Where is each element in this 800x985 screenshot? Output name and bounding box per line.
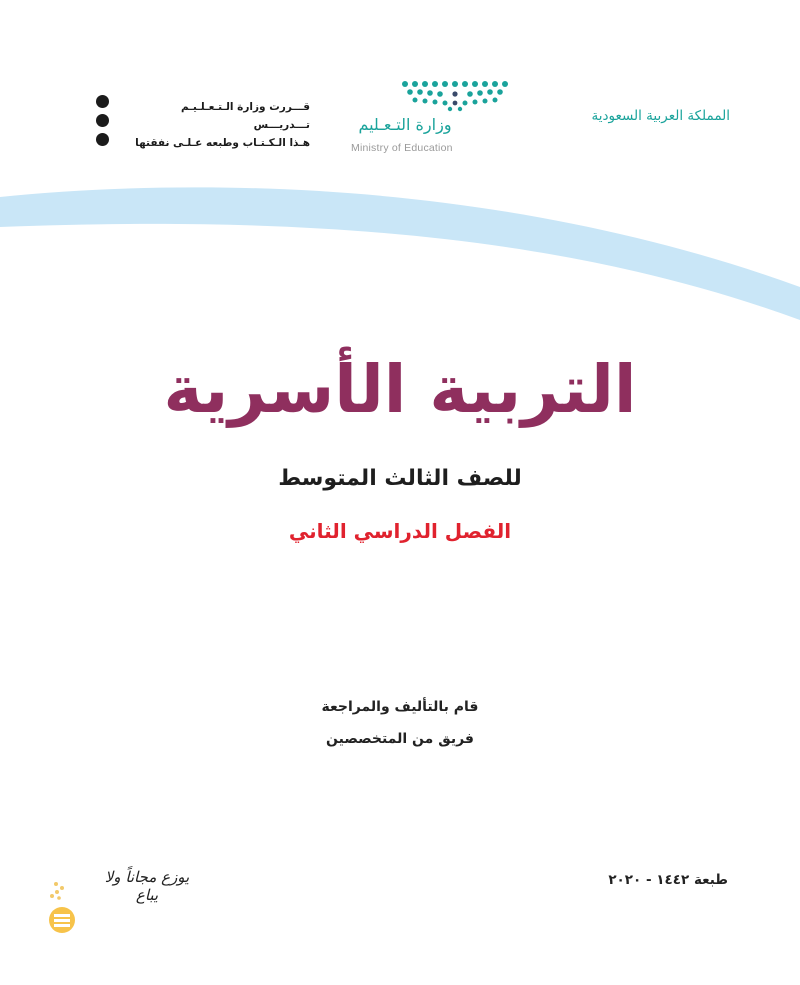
ministry-name-arabic: وزارة التـعـليم [358,115,452,134]
semester: الفصل الدراسي الثاني [288,519,512,543]
decorative-wave [0,175,800,325]
printer-logo-icon [48,878,84,936]
authors-line-2: فريق من المتخصصين [326,731,474,747]
ministry-dots-icon [400,80,510,112]
bullet-dot-icon [96,133,109,146]
book-title: التربية الأسرية [163,351,637,428]
bullet-dots [96,95,114,152]
approval-line-1: قـــررت وزارة الـتـعـلـيـم تـــدريـــس [181,101,310,131]
approval-statement [96,95,316,155]
kingdom-name: المملكة العربية السعودية [591,108,730,124]
approval-line-2: هـذا الـكـتـاب وطبعه عـلـى نفقتها [135,137,310,149]
free-distribution-note: يوزع مجاناً ولا يباع [104,868,190,904]
ministry-logo [345,80,510,162]
grade-level: للصف الثالث المتوسط [278,466,522,491]
bullet-dot-icon [96,95,109,108]
authors-line-1: قام بالتأليف والمراجعة [321,699,479,715]
bullet-dot-icon [96,114,109,127]
ministry-name-english: Ministry of Education [351,142,453,154]
edition-year: طبعة ١٤٤٢ - ٢٠٢٠ [608,872,728,888]
